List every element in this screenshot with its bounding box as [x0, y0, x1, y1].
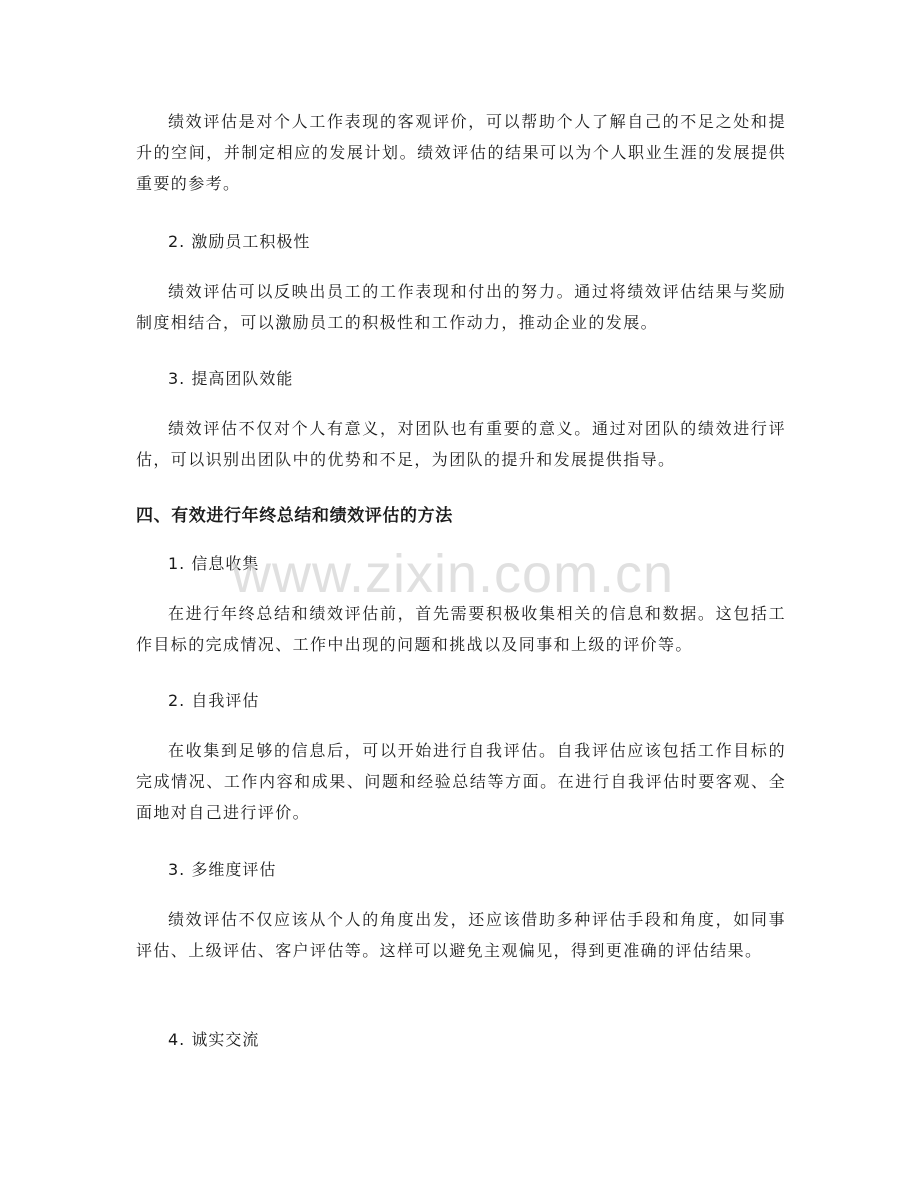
paragraph-motivate-employees: 绩效评估可以反映出员工的工作表现和付出的努力。通过将绩效评估结果与奖励制度相结合，可以激励员工的积极性和工作动力，推动企业的发展。	[136, 282, 786, 332]
subheading-team-efficiency: 3. 提高团队效能	[168, 369, 294, 388]
paragraph-evaluation-purpose: 绩效评估是对个人工作表现的客观评价，可以帮助个人了解自己的不足之处和提升的空间，并制定相应的发展计划。绩效评估的结果可以为个人职业生涯的发展提供重要的参考。	[136, 112, 786, 193]
paragraph-multi-dimension: 绩效评估不仅应该从个人的角度出发，还应该借助多种评估手段和角度，如同事评估、上级评估、客户评估等。这样可以避免主观偏见，得到更准确的评估结果。	[136, 910, 786, 960]
paragraph-team-efficiency: 绩效评估不仅对个人有意义，对团队也有重要的意义。通过对团队的绩效进行评估，可以识别出团队中的优势和不足，为团队的提升和发展提供指导。	[136, 419, 786, 469]
subheading-honest-communication: 4. 诚实交流	[168, 1030, 260, 1049]
section-heading-methods: 四、有效进行年终总结和绩效评估的方法	[136, 506, 453, 526]
subheading-multi-dimension: 3. 多维度评估	[168, 860, 277, 879]
subheading-motivate-employees: 2. 激励员工积极性	[168, 232, 311, 251]
watermark-text: www.zixin.com.cn	[232, 544, 675, 604]
subheading-self-evaluation: 2. 自我评估	[168, 691, 260, 710]
subheading-info-collection: 1. 信息收集	[168, 554, 260, 573]
paragraph-info-collection: 在进行年终总结和绩效评估前，首先需要积极收集相关的信息和数据。这包括工作目标的完成情况、工作中出现的问题和挑战以及同事和上级的评价等。	[136, 604, 786, 654]
paragraph-self-evaluation: 在收集到足够的信息后，可以开始进行自我评估。自我评估应该包括工作目标的完成情况、工作内容和成果、问题和经验总结等方面。在进行自我评估时要客观、全面地对自己进行评价。	[136, 741, 786, 822]
